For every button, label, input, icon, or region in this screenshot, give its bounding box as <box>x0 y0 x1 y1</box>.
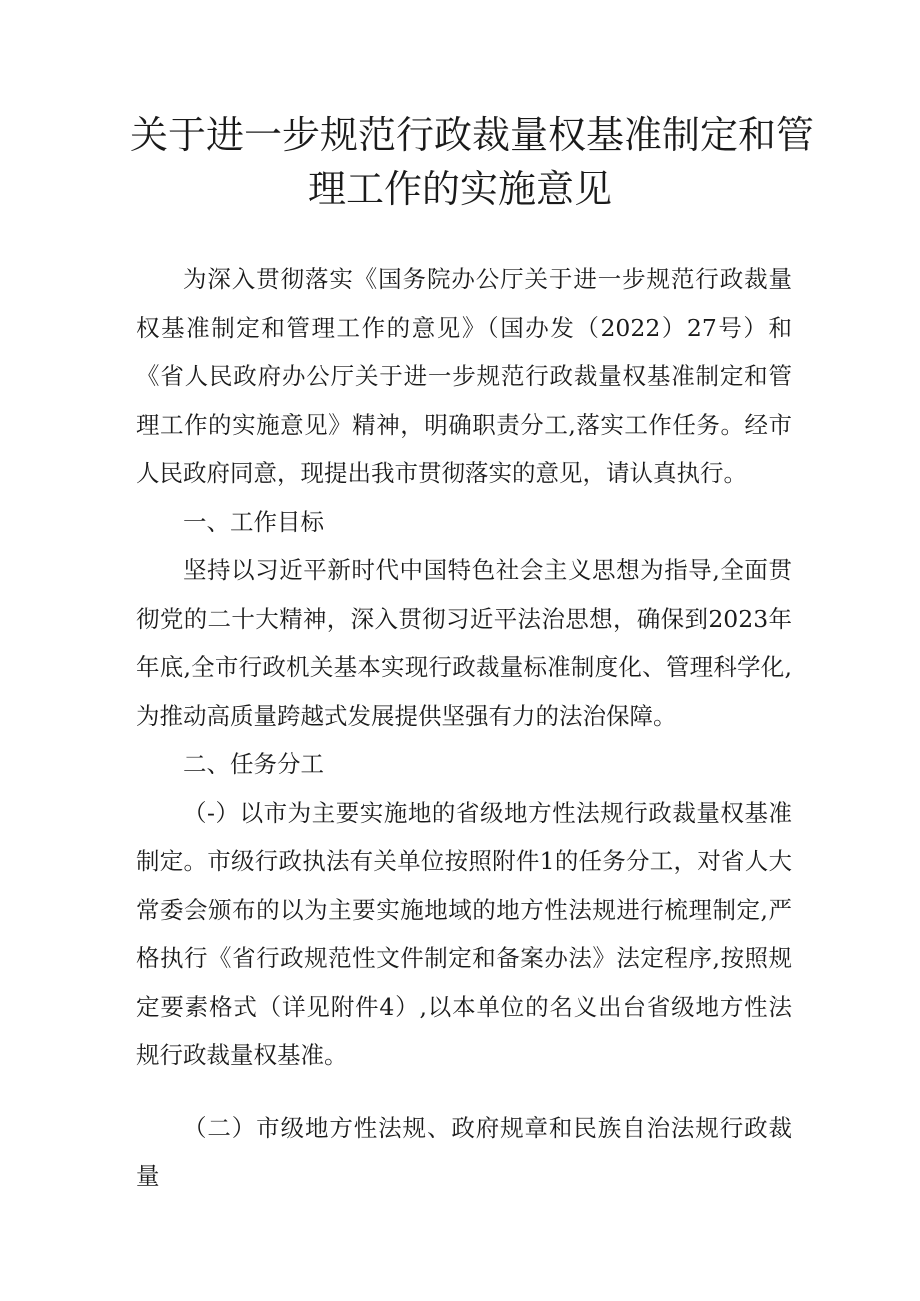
paragraph-intro: 为深入贯彻落实《国务院办公厅关于进一步规范行政裁量权基准制定和管理工作的意见》（国办发（2022）27号）和《省人民政府办公厅关于进一步规范行政裁量权基准制定和管理工作的实施意见》精神，明确职责分工,落实工作任务。经市人民政府同意，现提出我市贯彻落实的意见，请认真执行。 <box>136 265 792 487</box>
paragraph-goals: 坚持以习近平新时代中国特色社会主义思想为指导,全面贯彻党的二十大精神，深入贯彻习近平法治思想，确保到2023年年底,全市行政机关基本实现行政裁量标准制度化、管理科学化,为推动高质量跨越式发展提供坚强有力的法治保障。 <box>136 556 792 730</box>
heading-work-goals: 一、工作目标 <box>183 507 324 536</box>
paragraph-task-1: （-）以市为主要实施地的省级地方性法规行政裁量权基准制定。市级行政执法有关单位按照附件1的任务分工，对省人大常委会颁布的以为主要实施地域的地方性法规进行梳理制定,严格执行《省行政规范性文件制定和备案办法》法定程序,按照规定要素格式（详见附件4）,以本单位的名义出台省级地方性法规行政裁量权基准。 <box>136 798 792 1069</box>
document-body <box>136 255 792 1201</box>
paragraph-task-2: （二）市级地方性法规、政府规章和民族自治法规行政裁量 <box>136 1113 792 1190</box>
title-line-1: 关于进一步规范行政裁量权基准制定和管 <box>130 113 815 157</box>
heading-task-division: 二、任务分工 <box>183 750 324 778</box>
document-title <box>130 108 815 216</box>
title-line-2: 理工作的实施意见 <box>307 167 612 211</box>
